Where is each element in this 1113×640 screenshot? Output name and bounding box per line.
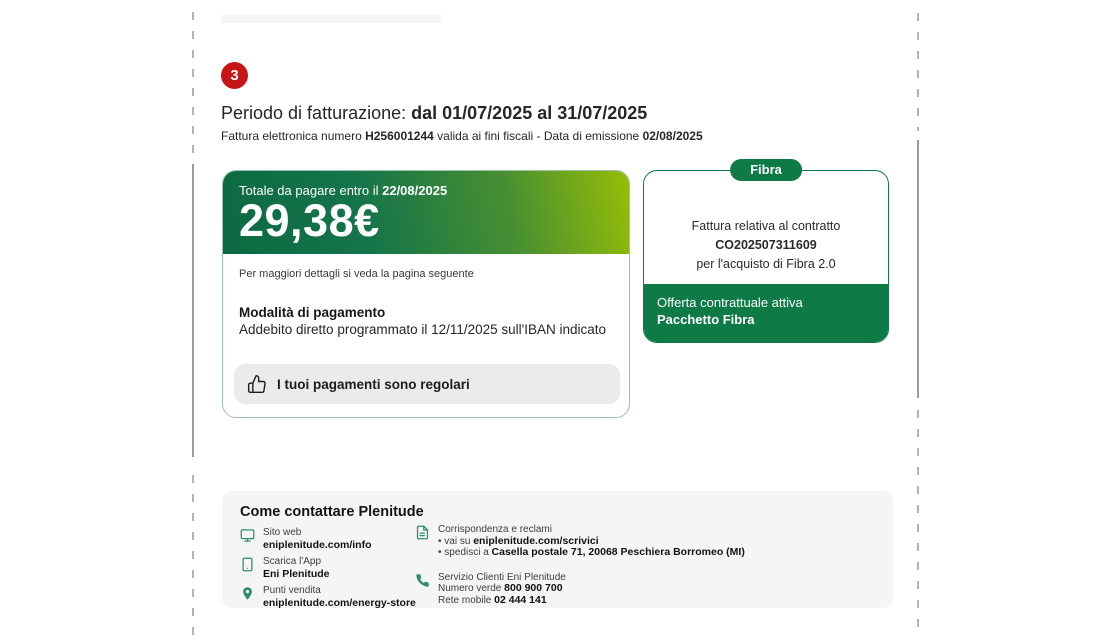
mail-label: Corrispondenza e reclami — [438, 524, 552, 535]
stores-url: eniplenitude.com/energy-store — [263, 596, 416, 609]
top-placeholder-bar — [221, 15, 441, 23]
step-number-badge — [221, 62, 248, 89]
mail-bullet2-address: Casella postale 71, 20068 Peschiera Borromeo (MI) — [491, 546, 745, 558]
document-icon — [415, 525, 430, 540]
stores-label: Punti vendita — [263, 585, 321, 596]
payment-method-title: Modalità di pagamento — [239, 305, 386, 320]
contact-panel — [222, 491, 893, 608]
contact-item-app — [240, 556, 416, 580]
map-pin-icon — [240, 586, 255, 601]
left-edge-line — [192, 164, 194, 457]
contact-title: Come contattare Plenitude — [240, 504, 424, 520]
offer-label: Offerta contrattuale attiva — [657, 295, 803, 310]
payment-status-banner — [234, 364, 620, 404]
payment-status-message: I tuoi pagamenti sono regolari — [277, 376, 470, 392]
mail-bullet2-prefix: spedisci a — [444, 547, 492, 558]
details-note: Per maggiori dettagli si veda la pagina seguente — [239, 268, 474, 280]
invoice-info-line — [221, 129, 703, 143]
left-edge-marks-bottom — [192, 475, 194, 635]
smartphone-icon — [240, 557, 255, 572]
website-url: eniplenitude.com/info — [263, 538, 372, 551]
payment-card-header — [223, 171, 629, 254]
right-edge-marks-top — [917, 13, 919, 131]
payment-summary-card — [222, 170, 630, 418]
billing-period-label: Periodo di fatturazione: — [221, 103, 412, 123]
website-label: Sito web — [263, 527, 302, 538]
service-line-2 — [438, 595, 566, 607]
billing-period-title — [221, 103, 647, 124]
contract-number: CO202507311609 — [715, 238, 817, 252]
phone-icon — [415, 573, 430, 588]
invoice-number: H256001244 — [365, 129, 434, 143]
contact-item-stores — [240, 585, 416, 609]
contact-item-mail — [415, 524, 745, 559]
contact-item-phone — [415, 572, 745, 607]
total-amount: 29,38€ — [239, 195, 380, 246]
fibra-badge: Fibra — [730, 159, 802, 181]
billing-period-dates: dal 01/07/2025 al 31/07/2025 — [411, 103, 648, 123]
right-edge-marks-bottom — [917, 410, 919, 636]
contract-line1: Fattura relativa al contratto — [691, 219, 841, 233]
contact-item-website — [240, 527, 416, 551]
contract-description — [644, 217, 888, 274]
mail-bullet-2 — [438, 547, 745, 559]
service-label: Servizio Clienti Eni Plenitude — [438, 571, 566, 583]
mail-bullet1-url: eniplenitude.com/scrivici — [473, 534, 599, 547]
contact-column-right — [415, 524, 745, 611]
contact-column-left — [240, 527, 416, 614]
offer-name: Pacchetto Fibra — [657, 312, 755, 327]
tollfree-number: 800 900 700 — [504, 582, 563, 594]
bullet: • — [438, 535, 442, 547]
right-edge-line — [917, 140, 919, 398]
active-offer-footer — [644, 284, 888, 342]
mail-bullet1-prefix: vai su — [444, 535, 474, 547]
bullet: • — [438, 547, 442, 558]
issue-date-label: valida ai fini fiscali - Data di emissione — [433, 129, 643, 143]
mobile-label: Rete mobile — [438, 594, 495, 606]
app-name: Eni Plenitude — [263, 567, 330, 580]
app-label: Scarica l'App — [263, 556, 322, 567]
left-edge-marks-top — [192, 12, 194, 162]
due-date-label: Totale da pagare entro il — [239, 183, 383, 198]
thumbs-up-icon — [247, 374, 267, 394]
due-date: 22/08/2025 — [382, 183, 448, 198]
mobile-number: 02 444 141 — [494, 593, 547, 606]
monitor-icon — [240, 528, 255, 543]
contract-card — [643, 162, 889, 343]
contract-line2: per l'acquisto di Fibra 2.0 — [696, 257, 836, 271]
step-number: 3 — [230, 67, 239, 84]
issue-date: 02/08/2025 — [642, 129, 703, 143]
tollfree-label: Numero verde — [438, 583, 505, 594]
invoice-number-label: Fattura elettronica numero — [221, 129, 366, 143]
payment-method-description: Addebito diretto programmato il 12/11/2025 sull'IBAN indicato — [239, 322, 607, 337]
